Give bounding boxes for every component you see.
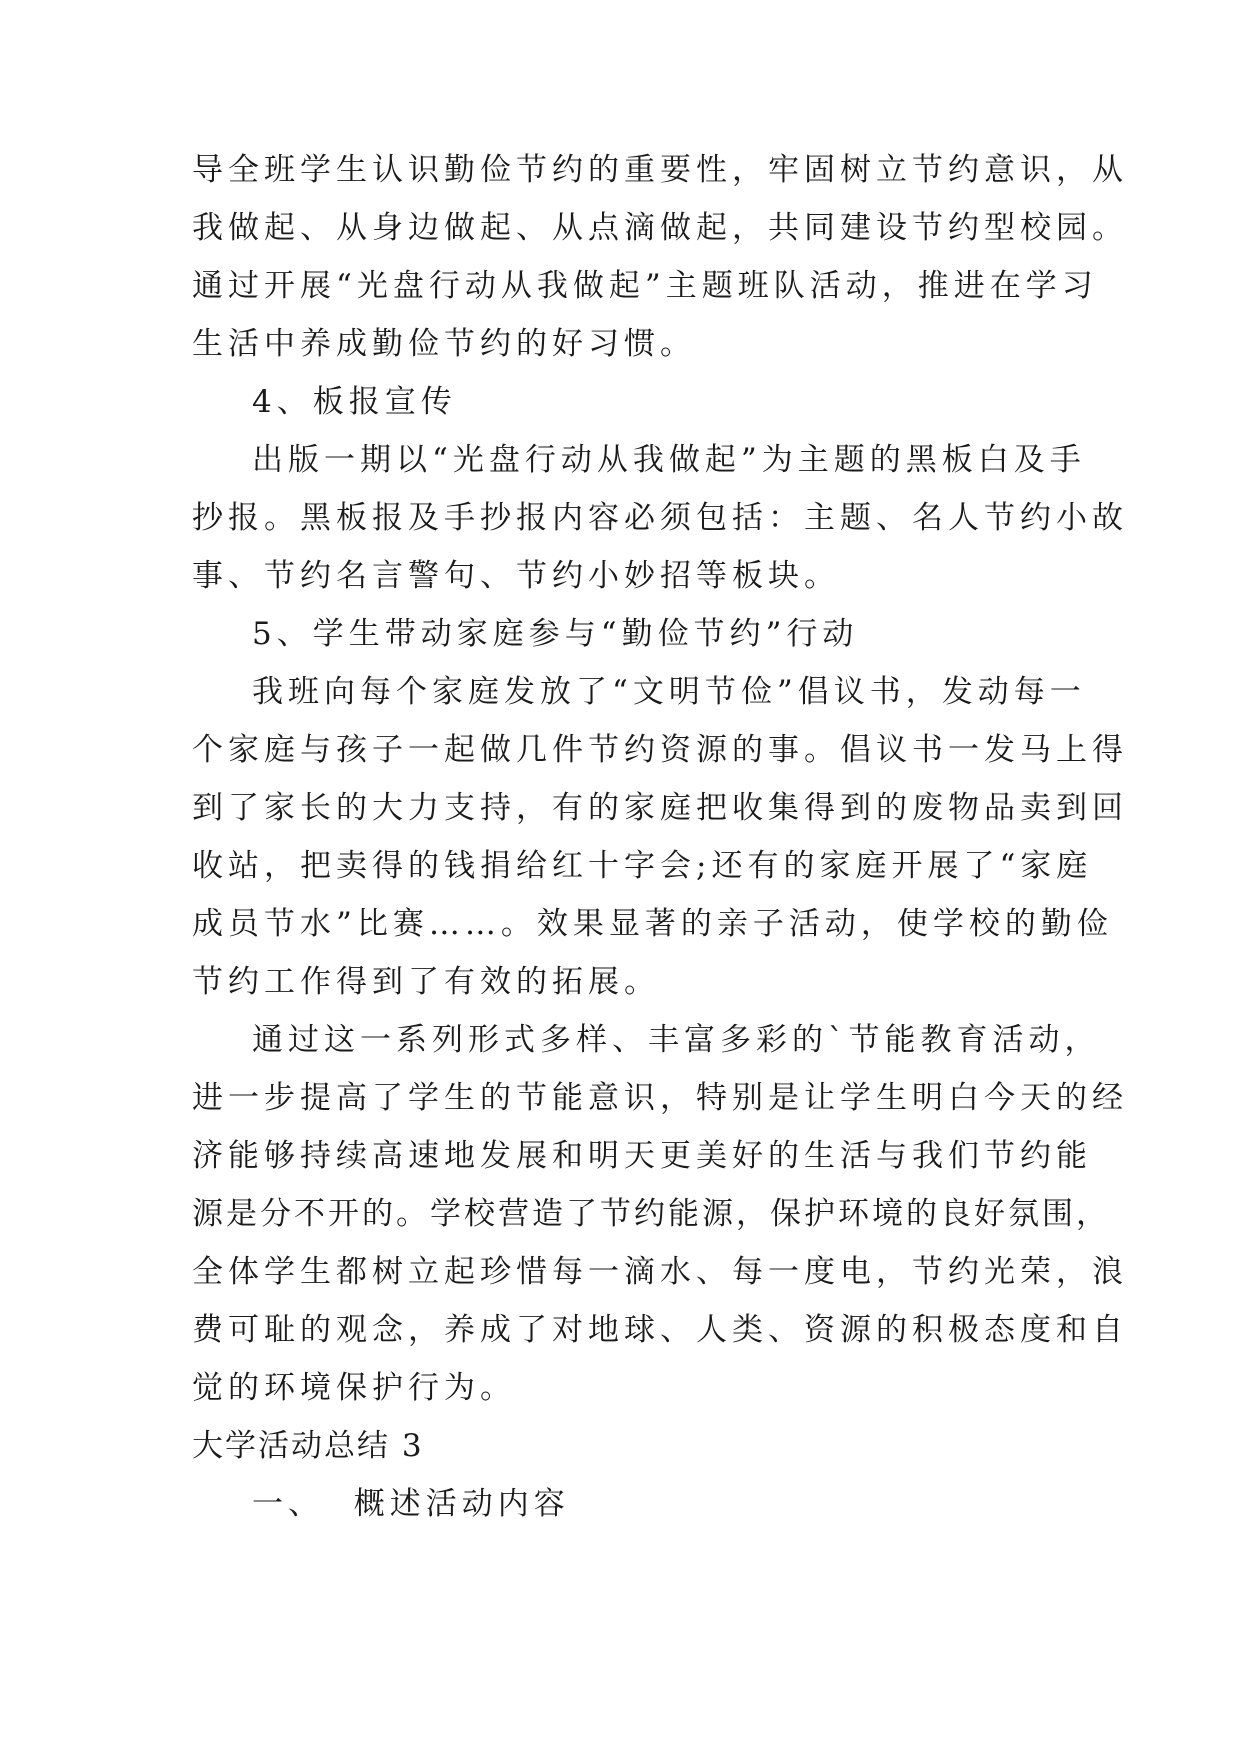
- paragraph-line: 源是分不开的。学校营造了节约能源，保护环境的良好氛围，: [192, 1196, 1110, 1232]
- paragraph-line: 通过这一系列形式多样、丰富多彩的`节能教育活动，: [252, 1022, 1101, 1058]
- paragraph-line: 通过开展“光盘行动从我做起”主题班队活动，推进在学习: [192, 268, 1098, 304]
- paragraph-line: 出版一期以“光盘行动从我做起”为主题的黑板白及手: [252, 442, 1086, 478]
- paragraph-line: 节约工作得到了有效的拓展。: [192, 964, 660, 1000]
- paragraph-line: 我班向每个家庭发放了“文明节俭”倡议书，发动每一: [252, 674, 1086, 710]
- paragraph-line: 导全班学生认识勤俭节约的重要性，牢固树立节约意识，从: [192, 152, 1128, 188]
- section-heading-5: 5、学生带动家庭参与“勤俭节约”行动: [252, 616, 859, 652]
- paragraph-line: 成员节水”比赛……。效果显著的亲子活动，使学校的勤俭: [192, 906, 1113, 942]
- section-heading-4: 4、板报宣传: [252, 384, 457, 420]
- paragraph-line: 收站，把卖得的钱捐给红十字会;还有的家庭开展了“家庭: [192, 848, 1093, 884]
- paragraph-line: 我做起、从身边做起、从点滴做起，共同建设节约型校园。: [192, 210, 1128, 246]
- paragraph-line: 抄报。黑板报及手抄报内容必须包括：主题、名人节约小故: [192, 500, 1128, 536]
- paragraph-line: 费可耻的观念，养成了对地球、人类、资源的积极态度和自: [192, 1312, 1128, 1348]
- paragraph-line: 觉的环境保护行为。: [192, 1370, 516, 1406]
- paragraph-line: 济能够持续高速地发展和明天更美好的生活与我们节约能: [192, 1138, 1092, 1174]
- paragraph-line: 事、节约名言警句、节约小妙招等板块。: [192, 558, 840, 594]
- section-title: 大学活动总结 3: [192, 1428, 424, 1464]
- paragraph-line: 个家庭与孩子一起做几件节约资源的事。倡议书一发马上得: [192, 732, 1128, 768]
- paragraph-line: 生活中养成勤俭节约的好习惯。: [192, 326, 696, 362]
- paragraph-line: 到了家长的大力支持，有的家庭把收集得到的废物品卖到回: [192, 790, 1128, 826]
- sub-heading: 一、 概述活动内容: [252, 1486, 570, 1522]
- paragraph-line: 全体学生都树立起珍惜每一滴水、每一度电，节约光荣，浪: [192, 1254, 1128, 1290]
- paragraph-line: 进一步提高了学生的节能意识，特别是让学生明白今天的经: [192, 1080, 1128, 1116]
